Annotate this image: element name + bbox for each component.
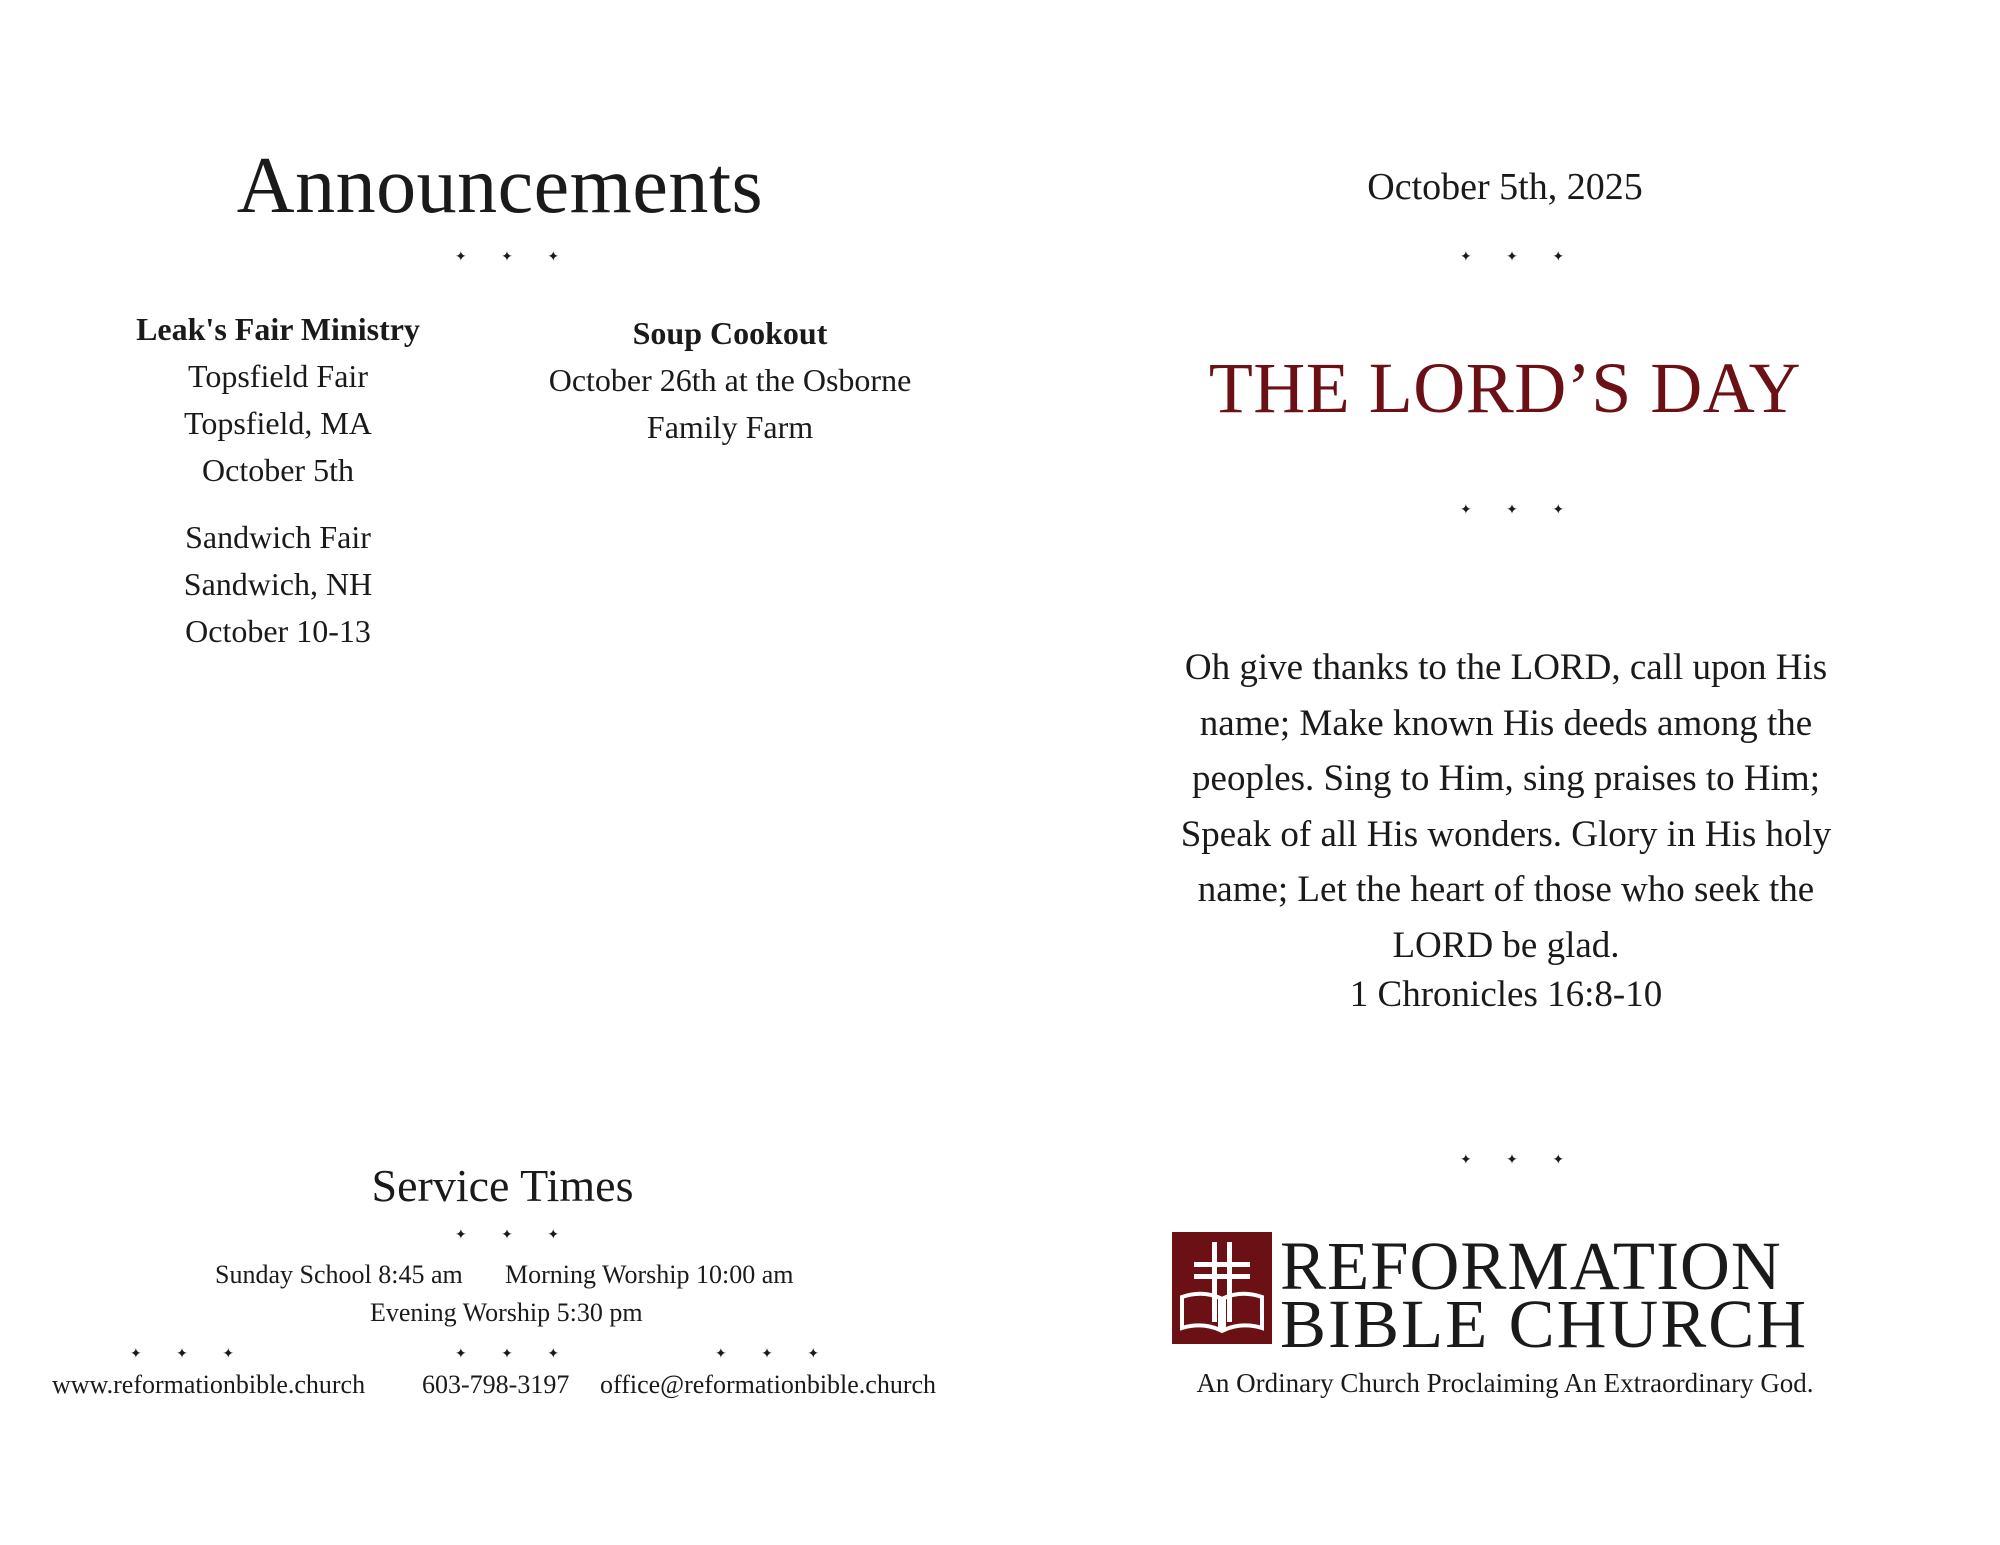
evening-worship-time: Evening Worship 5:30 pm bbox=[370, 1298, 643, 1327]
event-heading: Leak's Fair Ministry bbox=[136, 311, 420, 347]
event-line: October 10-13 bbox=[185, 613, 371, 649]
ornament-stars: ✦ ✦ ✦ bbox=[1460, 502, 1580, 518]
event-line: Topsfield Fair bbox=[188, 358, 368, 394]
event-line: October 26th at the Osborne bbox=[548, 362, 912, 398]
leak-fair-ministry-section bbox=[100, 306, 456, 655]
website-link[interactable]: www.reformationbible.church bbox=[52, 1370, 366, 1399]
email-link[interactable]: office@reformationbible.church bbox=[600, 1370, 937, 1399]
soup-cookout-section bbox=[530, 310, 930, 451]
event-line: Topsfield, MA bbox=[184, 405, 372, 441]
announcements-title: Announcements bbox=[236, 142, 764, 230]
phone-number[interactable]: 603-798-3197 bbox=[422, 1370, 570, 1399]
logo-text-line2: BIBLE CHURCH bbox=[1280, 1286, 1809, 1362]
verse-line: name; Let the heart of those who seek the bbox=[1197, 869, 1815, 910]
ornament-stars: ✦ ✦ ✦ bbox=[130, 1346, 250, 1362]
verse-line: name; Make known His deeds among the bbox=[1199, 702, 1813, 744]
sunday-school-time: Sunday School 8:45 am bbox=[215, 1260, 463, 1289]
event-line: Sandwich Fair bbox=[185, 519, 371, 555]
morning-worship-time: Morning Worship 10:00 am bbox=[505, 1260, 794, 1289]
ornament-stars: ✦ ✦ ✦ bbox=[1460, 249, 1580, 265]
event-line: October 5th bbox=[202, 452, 354, 488]
cover-title: THE LORD’S DAY bbox=[1208, 348, 1802, 428]
scripture-verse bbox=[1150, 640, 1862, 973]
bulletin-date: October 5th, 2025 bbox=[1367, 166, 1643, 208]
ornament-stars: ✦ ✦ ✦ bbox=[1460, 1152, 1580, 1168]
verse-line: Oh give thanks to the LORD, call upon His bbox=[1184, 647, 1828, 688]
logo-text-line1: REFORMATION bbox=[1280, 1228, 1782, 1304]
church-tagline: An Ordinary Church Proclaiming An Extraordinary God. bbox=[1196, 1368, 1814, 1398]
cross-bible-icon bbox=[1172, 1232, 1272, 1344]
verse-line: Speak of all His wonders. Glory in His holy bbox=[1180, 813, 1832, 855]
verse-line: LORD be glad. bbox=[1392, 924, 1620, 966]
event-heading: Soup Cookout bbox=[632, 315, 828, 351]
ornament-stars: ✦ ✦ ✦ bbox=[455, 1227, 575, 1243]
event-line: Sandwich, NH bbox=[183, 566, 373, 602]
event-line: Family Farm bbox=[646, 409, 814, 445]
ornament-stars: ✦ ✦ ✦ bbox=[455, 249, 575, 265]
verse-line: peoples. Sing to Him, sing praises to Him; bbox=[1192, 758, 1820, 799]
ornament-stars: ✦ ✦ ✦ bbox=[455, 1346, 575, 1362]
service-times-title: Service Times bbox=[371, 1160, 634, 1211]
verse-reference: 1 Chronicles 16:8-10 bbox=[1349, 974, 1663, 1015]
ornament-stars: ✦ ✦ ✦ bbox=[715, 1346, 835, 1362]
church-logo bbox=[1172, 1228, 1862, 1362]
